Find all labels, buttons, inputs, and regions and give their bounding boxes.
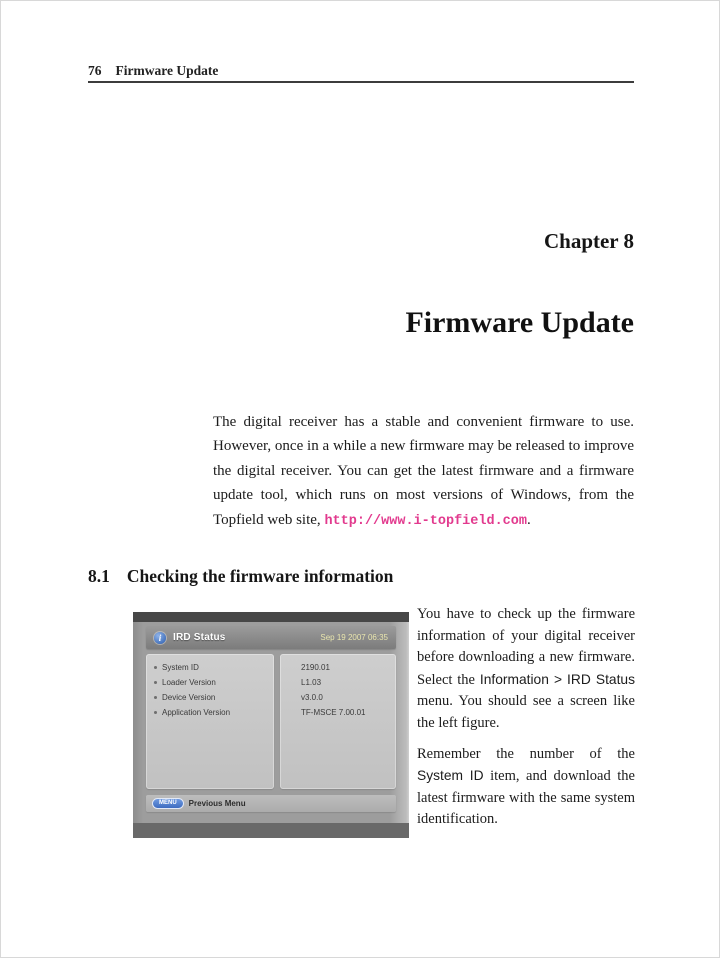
table-row — [146, 705, 274, 720]
table-row — [146, 690, 274, 705]
para2-text-b: item, and download the latest firmware with the same system identification. — [417, 768, 635, 828]
intro-paragraph — [213, 410, 634, 534]
tv-top-strip — [133, 612, 409, 622]
row-bullet-icon — [154, 711, 157, 714]
row-label: Device Version — [162, 693, 216, 702]
row-label: Application Version — [162, 708, 231, 717]
section-title: Checking the firmware information — [126, 566, 394, 586]
running-header — [88, 63, 634, 79]
row-label: Loader Version — [162, 678, 216, 687]
running-header-title: Firmware Update — [115, 63, 219, 78]
previous-menu-label: Previous Menu — [188, 799, 246, 808]
para2-text-a: Remember the number of the — [417, 745, 635, 762]
ird-status-datetime: Sep 19 2007 06:35 — [320, 633, 388, 642]
tv-bottom-strip — [133, 823, 409, 838]
row-bullet-icon — [154, 666, 157, 669]
row-label: System ID — [162, 663, 199, 672]
page-number: 76 — [88, 63, 102, 78]
ird-status-footer — [146, 795, 396, 812]
table-row — [146, 660, 274, 675]
table-row — [146, 675, 274, 690]
topfield-website-link[interactable] — [324, 514, 527, 529]
system-id-term: System ID — [417, 768, 484, 784]
table-row — [280, 675, 396, 690]
menu-key-badge: MENU — [152, 798, 184, 810]
section-number: 8.1 — [88, 566, 110, 586]
chapter-label: Chapter 8 — [543, 229, 634, 253]
row-bullet-icon — [154, 696, 157, 699]
intro-text: The digital receiver has a stable and convenient firmware to use. However, once in a while a new firmware may be released to improve the digital receiver. You can get the latest firmware and a firmware update tool, which runs on most versions of Windows, from the Topfield web site, — [213, 414, 634, 528]
chapter-title: Firmware Update — [405, 306, 634, 339]
ird-status-figure — [133, 612, 409, 838]
row-value: v3.0.0 — [301, 693, 323, 702]
row-value: TF-MSCE 7.00.01 — [301, 708, 366, 717]
row-value: L1.03 — [301, 678, 322, 687]
figure-side-text — [417, 604, 635, 831]
tv-inner — [133, 622, 409, 812]
para1-text-b: menu. You should see a screen like the left figure. — [417, 693, 635, 731]
link-part-2: //www.i-topfield.com — [364, 513, 527, 529]
header-rule — [88, 81, 634, 83]
body-paragraph-2 — [417, 744, 635, 831]
row-value: 2190.01 — [301, 663, 330, 672]
table-row — [280, 690, 396, 705]
section-heading — [88, 566, 393, 587]
values-panel — [280, 654, 396, 789]
para1-text-a: You have to check up the firmware information of your digital receiver before downloading a new firmware. Select the — [417, 606, 635, 688]
labels-panel — [146, 654, 274, 789]
intro-after-link: . — [526, 511, 531, 528]
ird-status-title: IRD Status — [173, 632, 226, 643]
info-icon: i — [154, 632, 166, 644]
row-bullet-icon — [154, 681, 157, 684]
table-row — [280, 660, 396, 675]
ird-status-titlebar — [146, 626, 396, 649]
table-row — [280, 705, 396, 720]
link-part-1: http: — [324, 513, 365, 529]
menu-path: Information > IRD Status — [479, 671, 635, 687]
ird-status-panels — [146, 654, 396, 789]
body-paragraph-1 — [417, 604, 635, 735]
